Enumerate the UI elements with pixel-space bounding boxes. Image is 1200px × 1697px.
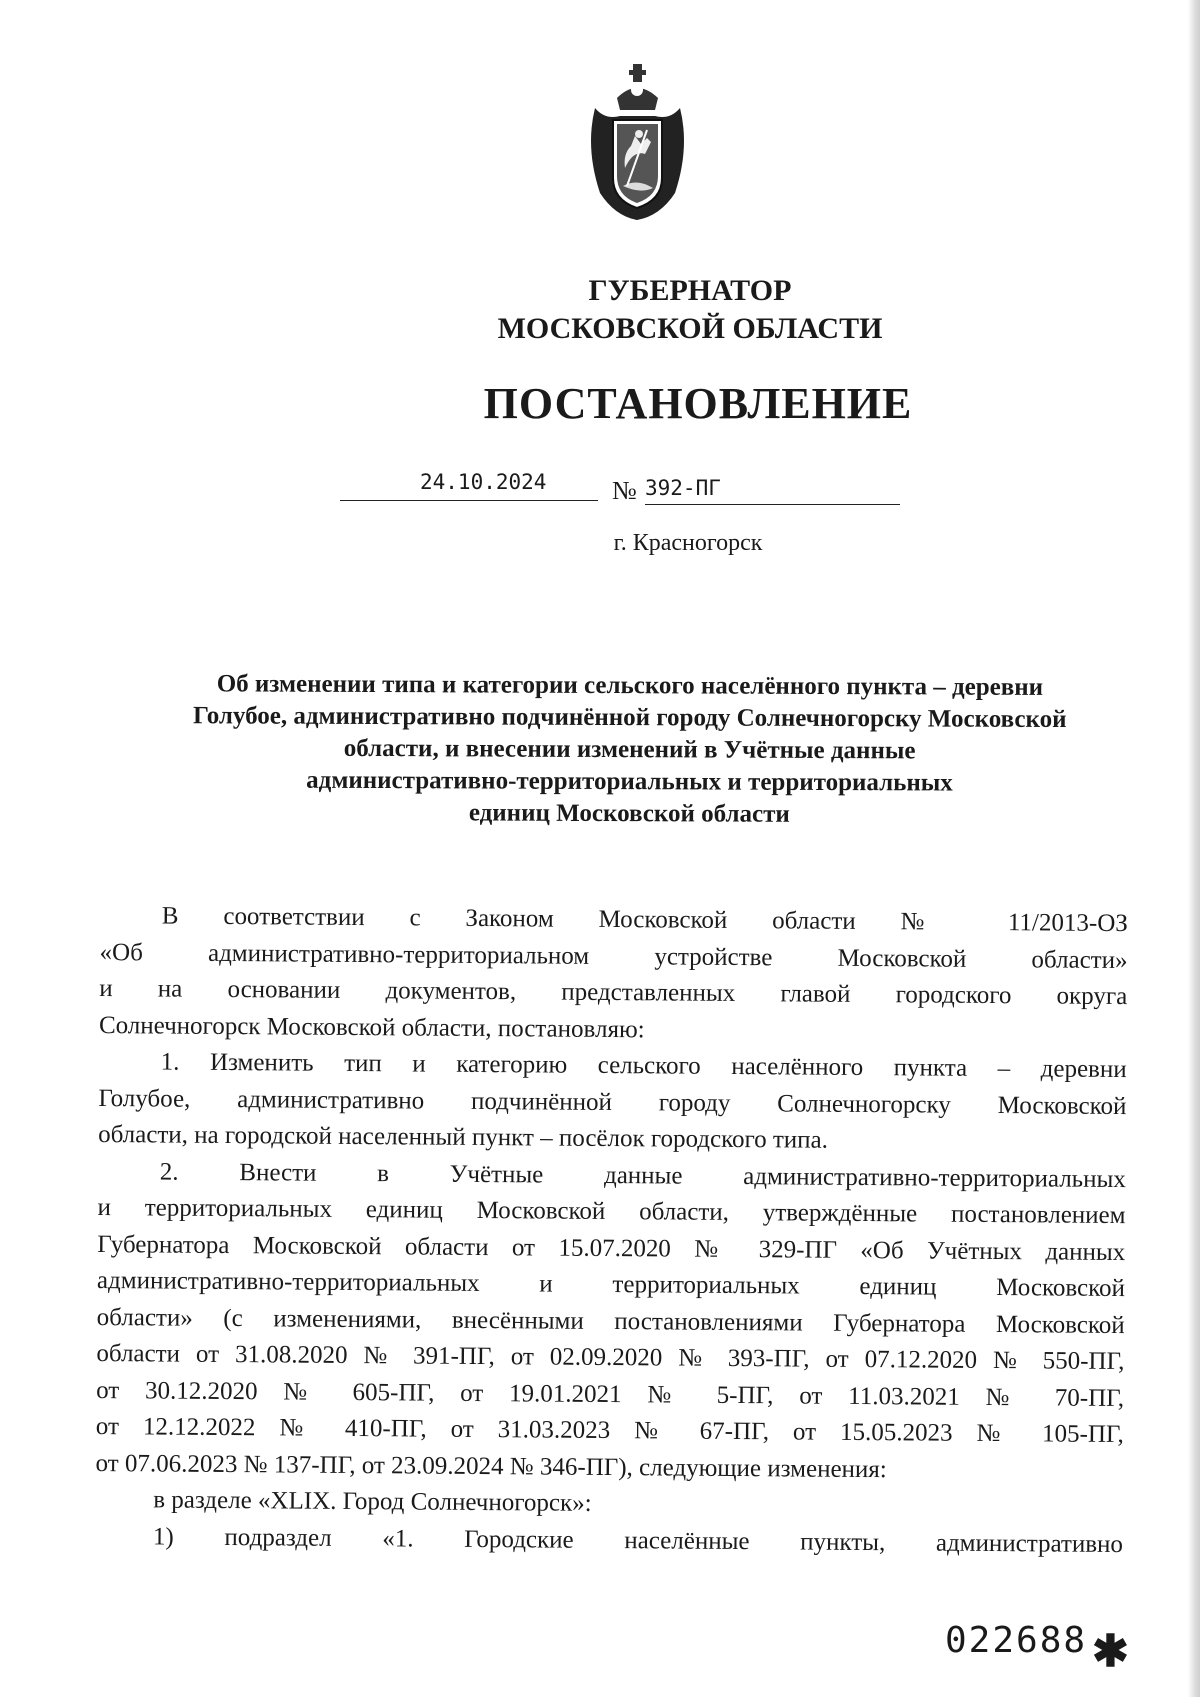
clause-2-line: Губернатора Московской области от 15.07.2020 № 329-ПГ «Об Учётных данных [97, 1230, 1126, 1266]
moscow-oblast-coat-of-arms-icon [575, 58, 700, 223]
clause-2-line: области от 31.08.2020 № 391-ПГ, от 02.09.2020 № 393-ПГ, от 07.12.2020 № 550-ПГ, [96, 1339, 1125, 1376]
clause-2-line: от 07.06.2023 № 137-ПГ, от 23.09.2024 № 346-ПГ), следующие изменения: [95, 1449, 887, 1483]
clause-1-line: области, на городской населенный пункт – посёлок городского типа. [98, 1120, 829, 1154]
preamble-line: Солнечногорск Московской области, постановляю: [98, 1011, 645, 1043]
number-sign: № [612, 476, 637, 505]
document-subject [139, 668, 1120, 832]
clause-2-line: области» (с изменениями, внесёнными постановлениями Губернатора Московской [96, 1303, 1125, 1339]
preamble-line: «Об административно-территориальном устройстве Московской области» [99, 938, 1128, 974]
subject-line: области, и внесении изменений в Учётные данные [343, 734, 916, 765]
clause-1-line: Голубое, административно подчинённой городу Солнечногорску Московской [98, 1084, 1127, 1120]
document-number: 392-ПГ [645, 476, 721, 500]
clause-2-line: 2. Внести в Учётные данные административно-территориальных [159, 1157, 1126, 1193]
date-underline [340, 500, 598, 501]
scan-edge-shadow [1188, 0, 1200, 1697]
document-date: 24.10.2024 [420, 470, 547, 494]
form-serial-number: 022688 [945, 1620, 1088, 1661]
clause-2-line: от 12.12.2022 № 410-ПГ, от 31.03.2023 № 67-ПГ, от 15.05.2023 № 105-ПГ, [95, 1412, 1124, 1449]
section-reference: в разделе «XLIX. Город Солнечногорск»: [153, 1486, 592, 1517]
clause-2-line: административно-территориальных и территориальных единиц Московской [96, 1266, 1126, 1303]
preamble-line: В соответствии с Законом Московской области № 11/2013-ОЗ [161, 902, 1128, 938]
clause-2-line: от 30.12.2020 № 605-ПГ, от 19.01.2021 № 5-ПГ, от 11.03.2021 № 70-ПГ, [96, 1376, 1125, 1412]
subject-line: Об изменении типа и категории сельского населённого пункта – деревни [216, 670, 1044, 701]
preamble-line: и на основании документов, представленных главой городского округа [99, 974, 1128, 1011]
item-1-line: 1) подраздел «1. Городские населённые пункты, административно [152, 1522, 1124, 1558]
authority-line-2: МОСКОВСКОЙ ОБЛАСТИ [497, 312, 883, 345]
subject-line: единиц Московской области [468, 799, 790, 828]
clause-1-line: 1. Изменить тип и категорию сельского населённого пункта – деревни [160, 1048, 1127, 1084]
document-type-title: ПОСТАНОВЛЕНИЕ [483, 379, 913, 428]
clause-2-line: и территориальных единиц Московской области, утверждённые постановлением [97, 1193, 1126, 1230]
subject-line: административно-территориальных и территориальных [306, 766, 953, 797]
document-body [95, 898, 1128, 1563]
number-underline [645, 504, 900, 505]
subject-line: Голубое, административно подчинённой городу Солнечногорску Московской [192, 702, 1067, 734]
asterisk-mark-icon: ✱ [1092, 1627, 1129, 1676]
authority-line-1: ГУБЕРНАТОР [588, 274, 792, 307]
document-city: г. Красногорск [613, 530, 763, 556]
